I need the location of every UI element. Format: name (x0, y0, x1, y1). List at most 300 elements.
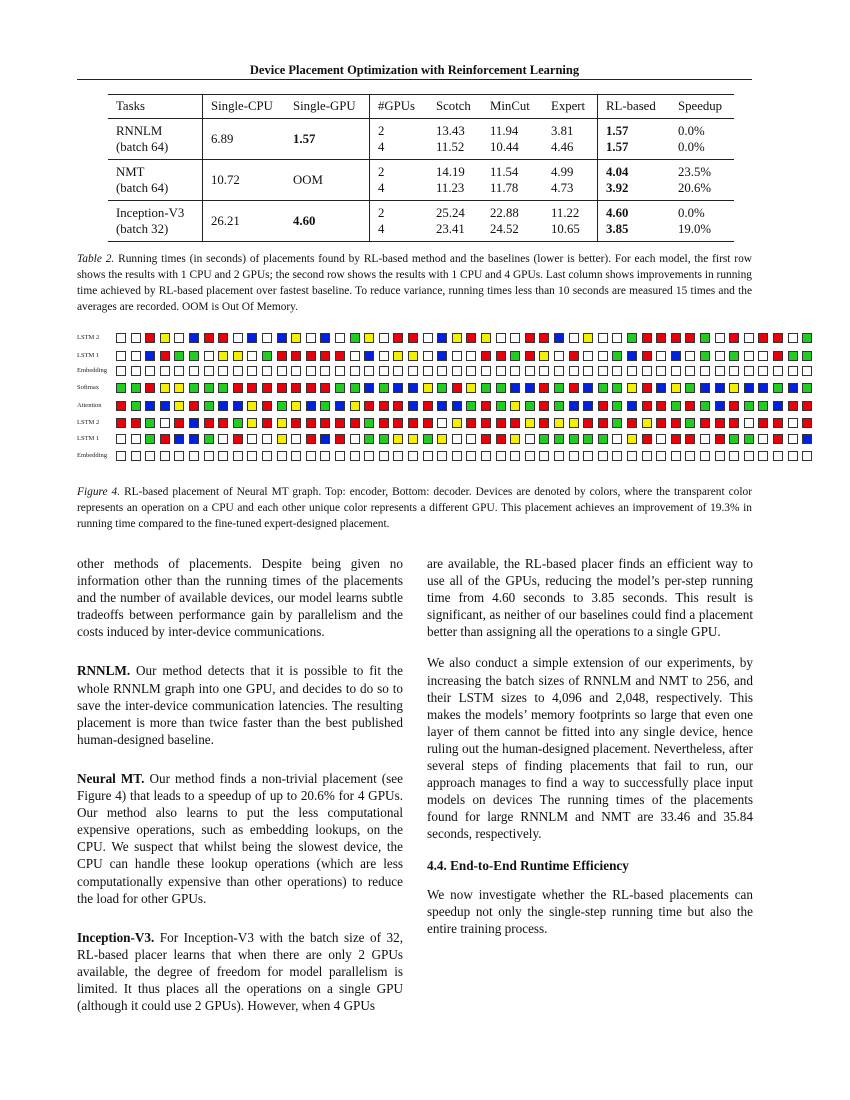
operation-cell (569, 418, 579, 428)
operation-cell (700, 351, 710, 361)
operation-cell (744, 451, 754, 461)
operation-cell (510, 333, 520, 343)
operation-cell (466, 401, 476, 411)
operation-cell (612, 366, 622, 376)
operation-cell (539, 418, 549, 428)
operation-cell (116, 401, 126, 411)
operation-cell (744, 333, 754, 343)
operation-cell (496, 351, 506, 361)
operation-cell (247, 451, 257, 461)
operation-cell (204, 333, 214, 343)
task-cell (108, 119, 203, 160)
table-row (108, 160, 734, 201)
operation-cell (131, 451, 141, 461)
operation-cell (510, 401, 520, 411)
single-cpu-cell (203, 201, 286, 242)
operation-cell (233, 351, 243, 361)
operation-cell (116, 418, 126, 428)
mincut-value: 11.54 (490, 165, 519, 179)
operation-cell (481, 434, 491, 444)
table-header-row (108, 95, 734, 119)
operation-cell (437, 333, 447, 343)
operation-cell (773, 418, 783, 428)
operation-cell (773, 383, 783, 393)
operation-cell (233, 418, 243, 428)
operation-cell (189, 333, 199, 343)
operation-cell (320, 434, 330, 444)
operation-cell (160, 366, 170, 376)
table-row (108, 119, 734, 160)
single-cpu-value: 26.21 (211, 214, 240, 228)
operation-cell (320, 418, 330, 428)
operation-cell (802, 451, 812, 461)
operation-cell (291, 351, 301, 361)
operation-cell (160, 401, 170, 411)
operation-cell (627, 351, 637, 361)
operation-cell (247, 418, 257, 428)
operation-cell (685, 401, 695, 411)
operation-cell (277, 366, 287, 376)
expert-value: 4.46 (551, 140, 574, 154)
operation-cell (466, 383, 476, 393)
operation-cell (627, 401, 637, 411)
operation-cell (131, 333, 141, 343)
operation-cell (116, 351, 126, 361)
gpus-value: 4 (378, 140, 385, 154)
operation-cell (554, 451, 564, 461)
operation-cell (729, 366, 739, 376)
operation-cell (116, 366, 126, 376)
operation-cell (715, 366, 725, 376)
operation-cell (729, 418, 739, 428)
operation-cell (510, 418, 520, 428)
operation-cell (408, 418, 418, 428)
expert-value-cell (543, 160, 598, 201)
operation-cell (510, 451, 520, 461)
operation-cell (612, 401, 622, 411)
operation-cell (306, 333, 316, 343)
operation-cell (452, 366, 462, 376)
operation-cell (437, 418, 447, 428)
operation-cell (350, 401, 360, 411)
operation-cell (510, 383, 520, 393)
operation-cell (233, 383, 243, 393)
operation-cell (423, 418, 433, 428)
operation-cell (788, 383, 798, 393)
gpus-value: 4 (378, 222, 385, 236)
operation-cell (160, 351, 170, 361)
operation-cell (758, 366, 768, 376)
placement-figure (77, 330, 752, 470)
figure-row-label: Embedding (77, 452, 107, 459)
rl-based-value-cell (598, 119, 671, 160)
operation-cell (262, 418, 272, 428)
run-in-heading: RNNLM. (77, 663, 131, 679)
expert-value: 3.81 (551, 124, 574, 138)
operation-cell (291, 333, 301, 343)
operation-cell (364, 366, 374, 376)
operation-cell (656, 351, 666, 361)
figure-row-label: Softmax (77, 384, 100, 391)
operation-cell (612, 434, 622, 444)
speedup-value: 0.0% (678, 206, 705, 220)
operation-cell (423, 451, 433, 461)
operation-cell (656, 383, 666, 393)
operation-cell (277, 383, 287, 393)
operation-cell (306, 351, 316, 361)
operation-cell (277, 434, 287, 444)
operation-cell (700, 383, 710, 393)
operation-cell (306, 418, 316, 428)
operation-cell (554, 418, 564, 428)
operation-cell (350, 383, 360, 393)
operation-cell (291, 401, 301, 411)
run-in-heading: Neural MT. (77, 770, 145, 786)
operation-cell (379, 418, 389, 428)
operation-cell (189, 434, 199, 444)
operation-cell (306, 434, 316, 444)
operation-cell (802, 434, 812, 444)
left-column (77, 555, 403, 1028)
mincut-value: 11.94 (490, 124, 519, 138)
table-caption-label: Table 2. (77, 253, 115, 265)
gpus-value: 4 (378, 181, 385, 195)
operation-cell (612, 351, 622, 361)
operation-cell (685, 451, 695, 461)
operation-cell (729, 351, 739, 361)
operation-cell (452, 351, 462, 361)
single-cpu-value: 6.89 (211, 132, 234, 146)
operation-cell (525, 366, 535, 376)
operation-cell (452, 383, 462, 393)
speedup-value: 0.0% (678, 124, 705, 138)
operation-cell (685, 418, 695, 428)
operation-cell (393, 333, 403, 343)
expert-value: 4.99 (551, 165, 574, 179)
gpus-value-cell (370, 201, 429, 242)
operation-cell (335, 418, 345, 428)
operation-cell (481, 383, 491, 393)
operation-cell (627, 383, 637, 393)
operation-cell (612, 333, 622, 343)
rl-based-value: 4.04 (606, 165, 629, 179)
operation-cell (379, 401, 389, 411)
operation-cell (685, 383, 695, 393)
operation-cell (642, 333, 652, 343)
operation-cell (481, 401, 491, 411)
operation-cell (116, 451, 126, 461)
operation-cell (291, 418, 301, 428)
operation-cell (131, 383, 141, 393)
operation-cell (335, 401, 345, 411)
operation-cell (408, 351, 418, 361)
operation-cell (364, 383, 374, 393)
operation-cell (277, 333, 287, 343)
operation-cell (642, 418, 652, 428)
operation-cell (802, 383, 812, 393)
operation-cell (174, 401, 184, 411)
operation-cell (612, 418, 622, 428)
operation-cell (744, 418, 754, 428)
operation-cell (612, 451, 622, 461)
figure-row-label: LSTM 1 (77, 352, 100, 359)
operation-cell (525, 401, 535, 411)
col-header-mincut: MinCut (490, 99, 530, 113)
operation-cell (291, 366, 301, 376)
operation-cell (277, 451, 287, 461)
operation-cell (598, 351, 608, 361)
operation-cell (598, 401, 608, 411)
operation-cell (481, 351, 491, 361)
operation-cell (729, 434, 739, 444)
operation-cell (466, 351, 476, 361)
single-cpu-cell (203, 119, 286, 160)
operation-cell (306, 366, 316, 376)
operation-cell (218, 401, 228, 411)
operation-cell (700, 451, 710, 461)
figure-caption-label: Figure 4. (77, 486, 121, 498)
operation-cell (685, 333, 695, 343)
operation-cell (671, 451, 681, 461)
operation-cell (350, 418, 360, 428)
operation-cell (452, 418, 462, 428)
operation-cell (510, 351, 520, 361)
paragraph: We also conduct a simple extension of our experiments, by increasing the batch sizes of RNNLM and NMT to 256, and their LSTM sizes to 4,096 and 2,048, respectively. This makes the models’ memory footprints so large that even one layer of them cannot be fitted into any single device, hence ruling out the human-designed placement. Nevertheless, after several steps of finding placements that fail to run, our approach manages to find a way to successfully place input models on devices The running times of the placements found for large RNNLM and NMT are 33.46 and 35.84 seconds, respectively. (427, 655, 753, 842)
operation-cell (466, 451, 476, 461)
operation-cell (656, 366, 666, 376)
operation-cell (174, 333, 184, 343)
operation-cell (802, 333, 812, 343)
operation-cell (335, 366, 345, 376)
operation-cell (773, 366, 783, 376)
operation-cell (364, 418, 374, 428)
operation-cell (393, 434, 403, 444)
operation-cell (466, 333, 476, 343)
col-header-rl-based: RL-based (598, 95, 671, 119)
operation-cell (627, 333, 637, 343)
operation-cell (539, 351, 549, 361)
operation-cell (539, 333, 549, 343)
operation-cell (496, 451, 506, 461)
operation-cell (131, 434, 141, 444)
operation-cell (802, 418, 812, 428)
col-header-tasks: Tasks (116, 99, 145, 113)
results-table (108, 94, 734, 242)
operation-cell (656, 451, 666, 461)
operation-cell (306, 451, 316, 461)
operation-cell (642, 401, 652, 411)
operation-cell (145, 418, 155, 428)
operation-cell (525, 418, 535, 428)
operation-cell (247, 434, 257, 444)
operation-cell (539, 383, 549, 393)
single-gpu-cell (285, 201, 370, 242)
operation-cell (320, 333, 330, 343)
operation-cell (525, 351, 535, 361)
operation-cell (481, 333, 491, 343)
operation-cell (335, 434, 345, 444)
operation-cell (700, 333, 710, 343)
operation-cell (671, 366, 681, 376)
operation-cell (452, 451, 462, 461)
operation-cell (525, 434, 535, 444)
operation-cell (174, 434, 184, 444)
operation-cell (481, 451, 491, 461)
operation-cell (364, 451, 374, 461)
operation-cell (466, 366, 476, 376)
operation-cell (393, 366, 403, 376)
operation-cell (306, 401, 316, 411)
operation-cell (481, 418, 491, 428)
operation-cell (525, 383, 535, 393)
operation-cell (204, 434, 214, 444)
operation-cell (715, 418, 725, 428)
operation-cell (554, 366, 564, 376)
operation-cell (423, 366, 433, 376)
operation-cell (189, 418, 199, 428)
operation-cell (247, 401, 257, 411)
operation-cell (773, 434, 783, 444)
operation-cell (525, 451, 535, 461)
operation-cell (350, 434, 360, 444)
operation-cell (598, 333, 608, 343)
operation-cell (393, 418, 403, 428)
operation-cell (729, 401, 739, 411)
mincut-value: 10.44 (490, 140, 519, 154)
operation-cell (233, 451, 243, 461)
task-name: NMT (116, 165, 145, 179)
operation-cell (174, 418, 184, 428)
operation-cell (437, 434, 447, 444)
operation-cell (306, 383, 316, 393)
operation-cell (204, 451, 214, 461)
expert-value: 11.22 (551, 206, 580, 220)
gpus-value-cell (370, 160, 429, 201)
mincut-value: 11.78 (490, 181, 519, 195)
operation-cell (539, 434, 549, 444)
operation-cell (685, 366, 695, 376)
operation-cell (452, 401, 462, 411)
operation-cell (452, 333, 462, 343)
operation-cell (773, 401, 783, 411)
operation-cell (379, 434, 389, 444)
operation-cell (715, 383, 725, 393)
operation-cell (569, 333, 579, 343)
operation-cell (758, 383, 768, 393)
single-cpu-value: 10.72 (211, 173, 240, 187)
operation-cell (466, 418, 476, 428)
figure-row-label: Attention (77, 402, 102, 409)
operation-cell (612, 383, 622, 393)
operation-cell (364, 434, 374, 444)
col-header-single-gpu: Single-GPU (293, 99, 356, 113)
operation-cell (569, 366, 579, 376)
expert-value-cell (543, 119, 598, 160)
task-cell (108, 160, 203, 201)
operation-cell (758, 451, 768, 461)
operation-cell (525, 333, 535, 343)
operation-cell (247, 333, 257, 343)
task-name: RNNLM (116, 124, 163, 138)
operation-cell (569, 351, 579, 361)
operation-cell (247, 351, 257, 361)
operation-cell (554, 383, 564, 393)
operation-cell (656, 418, 666, 428)
operation-cell (729, 383, 739, 393)
figure-row-label: Embedding (77, 367, 107, 374)
operation-cell (437, 366, 447, 376)
operation-cell (569, 434, 579, 444)
mincut-value-cell (482, 160, 543, 201)
operation-cell (218, 333, 228, 343)
scotch-value: 13.43 (436, 124, 465, 138)
operation-cell (335, 383, 345, 393)
single-gpu-value: OOM (293, 173, 323, 187)
operation-cell (773, 351, 783, 361)
operation-cell (379, 351, 389, 361)
paragraph-text: Our method finds a non-trivial placement (see Figure 4) that leads to a speedup of up to 20.6% for 4 GPUs. Our method also learns to put the less computational expensive operations, such as embedding lookups, on the CPU. We suspect that whilst being the slowest device, the CPU can handle these lookup operations (which are less computationally expensive than other operations) to reduce the load for other GPUs. (77, 770, 403, 906)
operation-cell (233, 366, 243, 376)
operation-cell (642, 434, 652, 444)
speedup-value: 19.0% (678, 222, 712, 236)
operation-cell (247, 383, 257, 393)
operation-cell (671, 434, 681, 444)
paragraph: We now investigate whether the RL-based placements can speedup not only the single-step running time but also the entire training process. (427, 886, 753, 936)
operation-cell (189, 366, 199, 376)
operation-cell (539, 366, 549, 376)
operation-cell (569, 451, 579, 461)
operation-cell (758, 418, 768, 428)
operation-cell (700, 434, 710, 444)
operation-cell (671, 383, 681, 393)
operation-cell (788, 418, 798, 428)
operation-cell (583, 383, 593, 393)
operation-cell (218, 366, 228, 376)
col-header-gpus: #GPUs (370, 95, 429, 119)
paragraph-text: For Inception-V3 with the batch size of 32, RL-based placer learns that when there are only 2 GPUs available, the degree of freedom for model parallelism is limited. It thus places all the operations on a single GPU (although it could use 2 GPUs). However, when 4 GPUs (77, 929, 403, 1014)
scotch-value: 25.24 (436, 206, 465, 220)
col-header-expert: Expert (551, 99, 586, 113)
scotch-value-cell (428, 119, 482, 160)
operation-cell (539, 401, 549, 411)
operation-cell (204, 366, 214, 376)
operation-cell (320, 366, 330, 376)
operation-cell (233, 434, 243, 444)
operation-cell (758, 333, 768, 343)
scotch-value: 11.52 (436, 140, 465, 154)
operation-cell (496, 333, 506, 343)
operation-cell (685, 351, 695, 361)
operation-cell (583, 333, 593, 343)
operation-cell (189, 451, 199, 461)
operation-cell (145, 401, 155, 411)
operation-cell (174, 451, 184, 461)
operation-cell (160, 434, 170, 444)
operation-cell (758, 401, 768, 411)
operation-cell (423, 351, 433, 361)
operation-cell (627, 434, 637, 444)
operation-cell (379, 366, 389, 376)
operation-cell (788, 401, 798, 411)
operation-cell (364, 401, 374, 411)
expert-value: 4.73 (551, 181, 574, 195)
figure-caption-text: RL-based placement of Neural MT graph. Top: encoder, Bottom: decoder. Devices are denoted by colors, where the transparent color represents an operation on a CPU and each other unique color represents a different GPU. This placement achieves an improvement of 19.3% in running time compared to the fine-tuned expert-designed placement. (77, 486, 752, 530)
operation-cell (437, 351, 447, 361)
table-row (108, 201, 734, 242)
operation-cell (510, 434, 520, 444)
operation-cell (656, 434, 666, 444)
operation-cell (598, 434, 608, 444)
